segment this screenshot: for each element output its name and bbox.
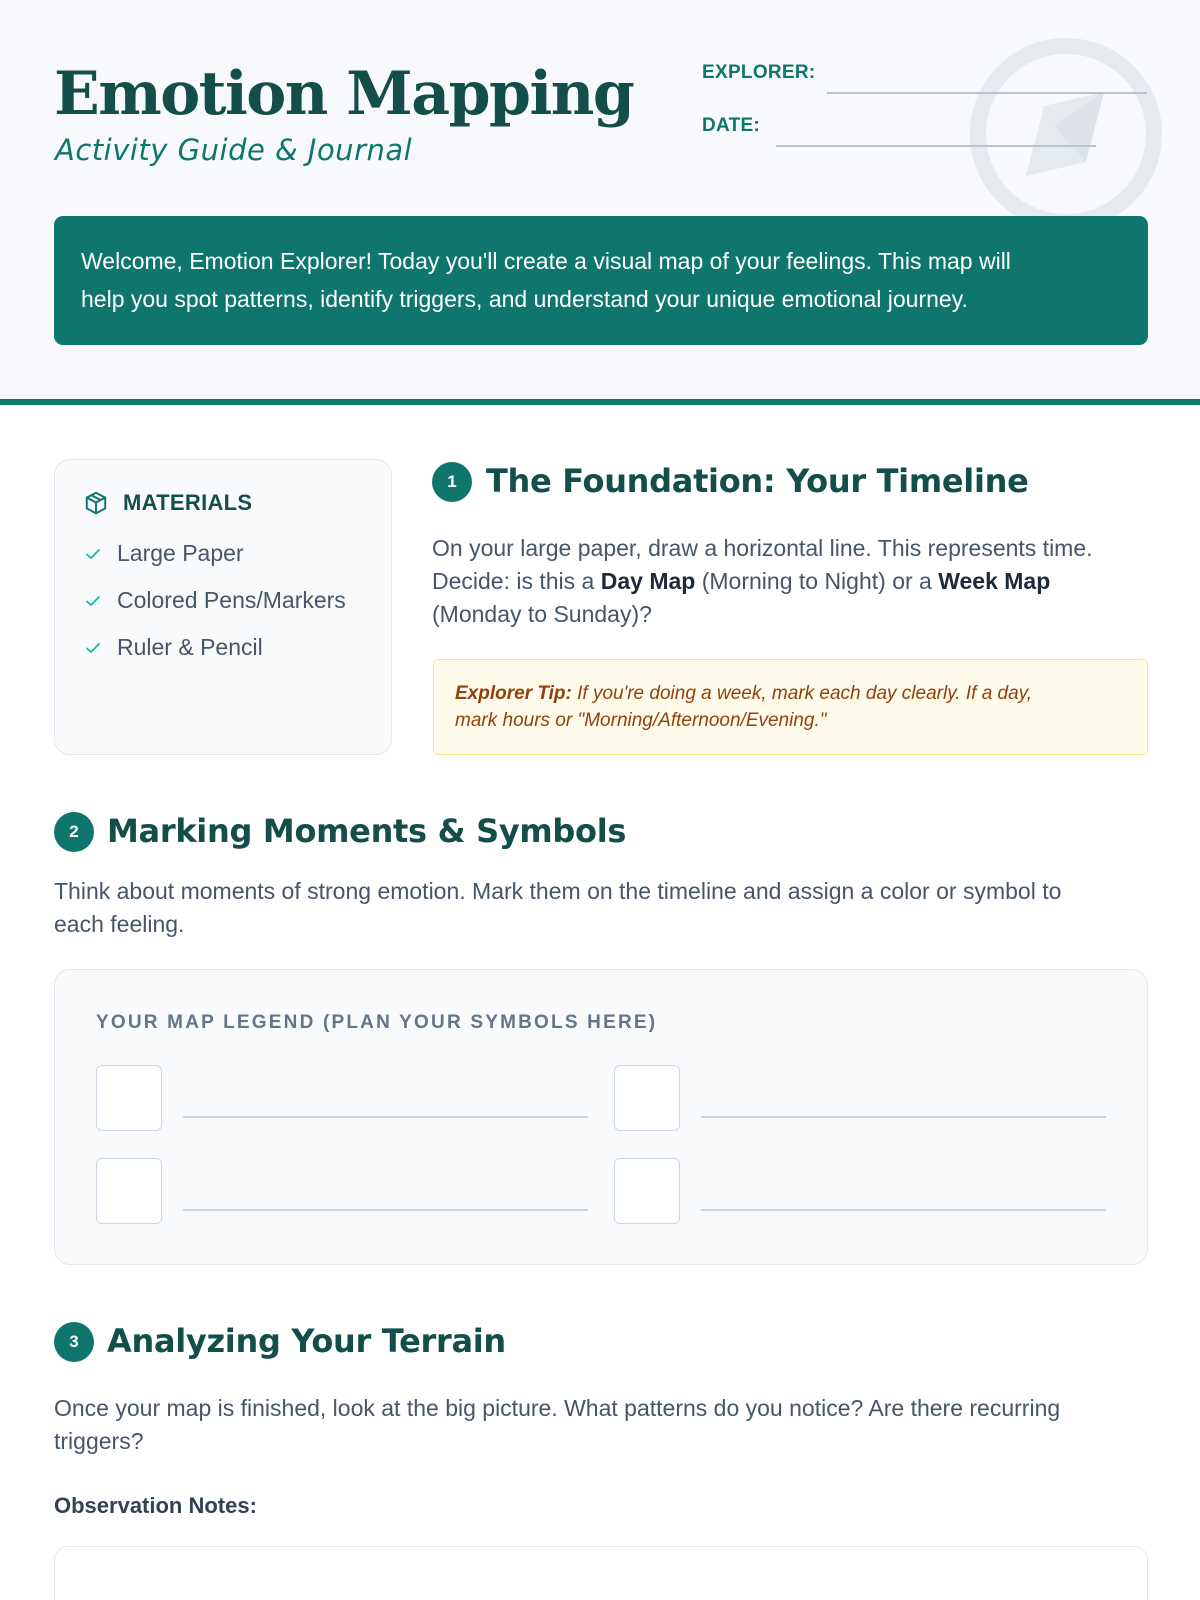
week-map-term: Week Map	[938, 568, 1051, 594]
legend-symbol-box[interactable]	[614, 1065, 680, 1131]
step-3-badge: 3	[54, 1322, 94, 1362]
package-icon	[83, 490, 109, 516]
welcome-line-1: Welcome, Emotion Explorer! Today you'll create a visual map of your feelings. This map will	[81, 248, 1011, 274]
legend-symbol-box[interactable]	[96, 1065, 162, 1131]
section-1-text	[432, 532, 1152, 631]
section-3-text-line: Once your map is finished, look at the big picture. What patterns do you notice? Are there recurring	[54, 1395, 1061, 1421]
section-2-text-line: Think about moments of strong emotion. Mark them on the timeline and assign a color or symbol to	[54, 878, 1062, 904]
section-1-text-line	[432, 565, 1152, 598]
observation-notes-input[interactable]	[54, 1546, 1148, 1600]
legend-title: YOUR MAP LEGEND (PLAN YOUR SYMBOLS HERE)	[96, 1012, 658, 1033]
step-1-badge: 1	[432, 462, 472, 502]
explorer-field[interactable]	[827, 92, 1147, 94]
section-3-title: Analyzing Your Terrain	[107, 1322, 506, 1360]
section-2-text-line: each feeling.	[54, 911, 185, 937]
materials-item-label: Colored Pens/Markers	[117, 587, 346, 613]
welcome-line-2: help you spot patterns, identify triggers, and understand your unique emotional journey.	[81, 286, 968, 312]
legend-label-line[interactable]	[701, 1209, 1106, 1211]
explorer-tip	[433, 659, 1148, 755]
section-2-text	[54, 875, 1154, 941]
section-2-title: Marking Moments & Symbols	[107, 812, 627, 850]
welcome-banner	[54, 216, 1148, 345]
date-label: DATE:	[702, 115, 761, 136]
materials-item-label: Large Paper	[117, 540, 244, 566]
section-1-title: The Foundation: Your Timeline	[486, 462, 1029, 500]
materials-card	[54, 459, 392, 755]
header	[0, 0, 1200, 405]
legend-symbol-box[interactable]	[96, 1158, 162, 1224]
materials-item-label: Ruler & Pencil	[117, 634, 263, 660]
check-icon	[83, 591, 103, 611]
check-icon	[83, 544, 103, 564]
explorer-label: EXPLORER:	[702, 62, 816, 83]
materials-header	[83, 490, 252, 516]
day-map-term: Day Map	[600, 568, 696, 594]
step-2-badge: 2	[54, 812, 94, 852]
section-3-text	[54, 1392, 1154, 1458]
materials-item	[83, 540, 244, 567]
text-fragment: Decide: is this a	[432, 568, 601, 594]
check-icon	[83, 638, 103, 658]
legend-symbol-box[interactable]	[614, 1158, 680, 1224]
observation-notes-label: Observation Notes:	[54, 1493, 257, 1518]
materials-item	[83, 587, 346, 614]
tip-label: Explorer Tip:	[455, 683, 572, 704]
page-subtitle: Activity Guide & Journal	[55, 133, 413, 167]
tip-line-2: mark hours or "Morning/Afternoon/Evening."	[455, 710, 827, 731]
tip-line-1	[455, 680, 1127, 707]
text-fragment: (Morning to Night) or a	[695, 568, 939, 594]
legend-label-line[interactable]	[701, 1116, 1106, 1118]
tip-text: If you're doing a week, mark each day clearly. If a day,	[571, 683, 1033, 704]
section-1-text-line: (Monday to Sunday)?	[432, 601, 652, 627]
page-title: Emotion Mapping	[54, 59, 634, 129]
legend-label-line[interactable]	[183, 1116, 588, 1118]
section-3-text-line: triggers?	[54, 1428, 144, 1454]
materials-item	[83, 634, 263, 661]
date-field[interactable]	[776, 145, 1096, 147]
compass-icon	[968, 36, 1164, 232]
materials-title: MATERIALS	[123, 490, 253, 515]
legend-label-line[interactable]	[183, 1209, 588, 1211]
map-legend	[54, 969, 1148, 1265]
section-1-text-line: On your large paper, draw a horizontal line. This represents time.	[432, 535, 1093, 561]
